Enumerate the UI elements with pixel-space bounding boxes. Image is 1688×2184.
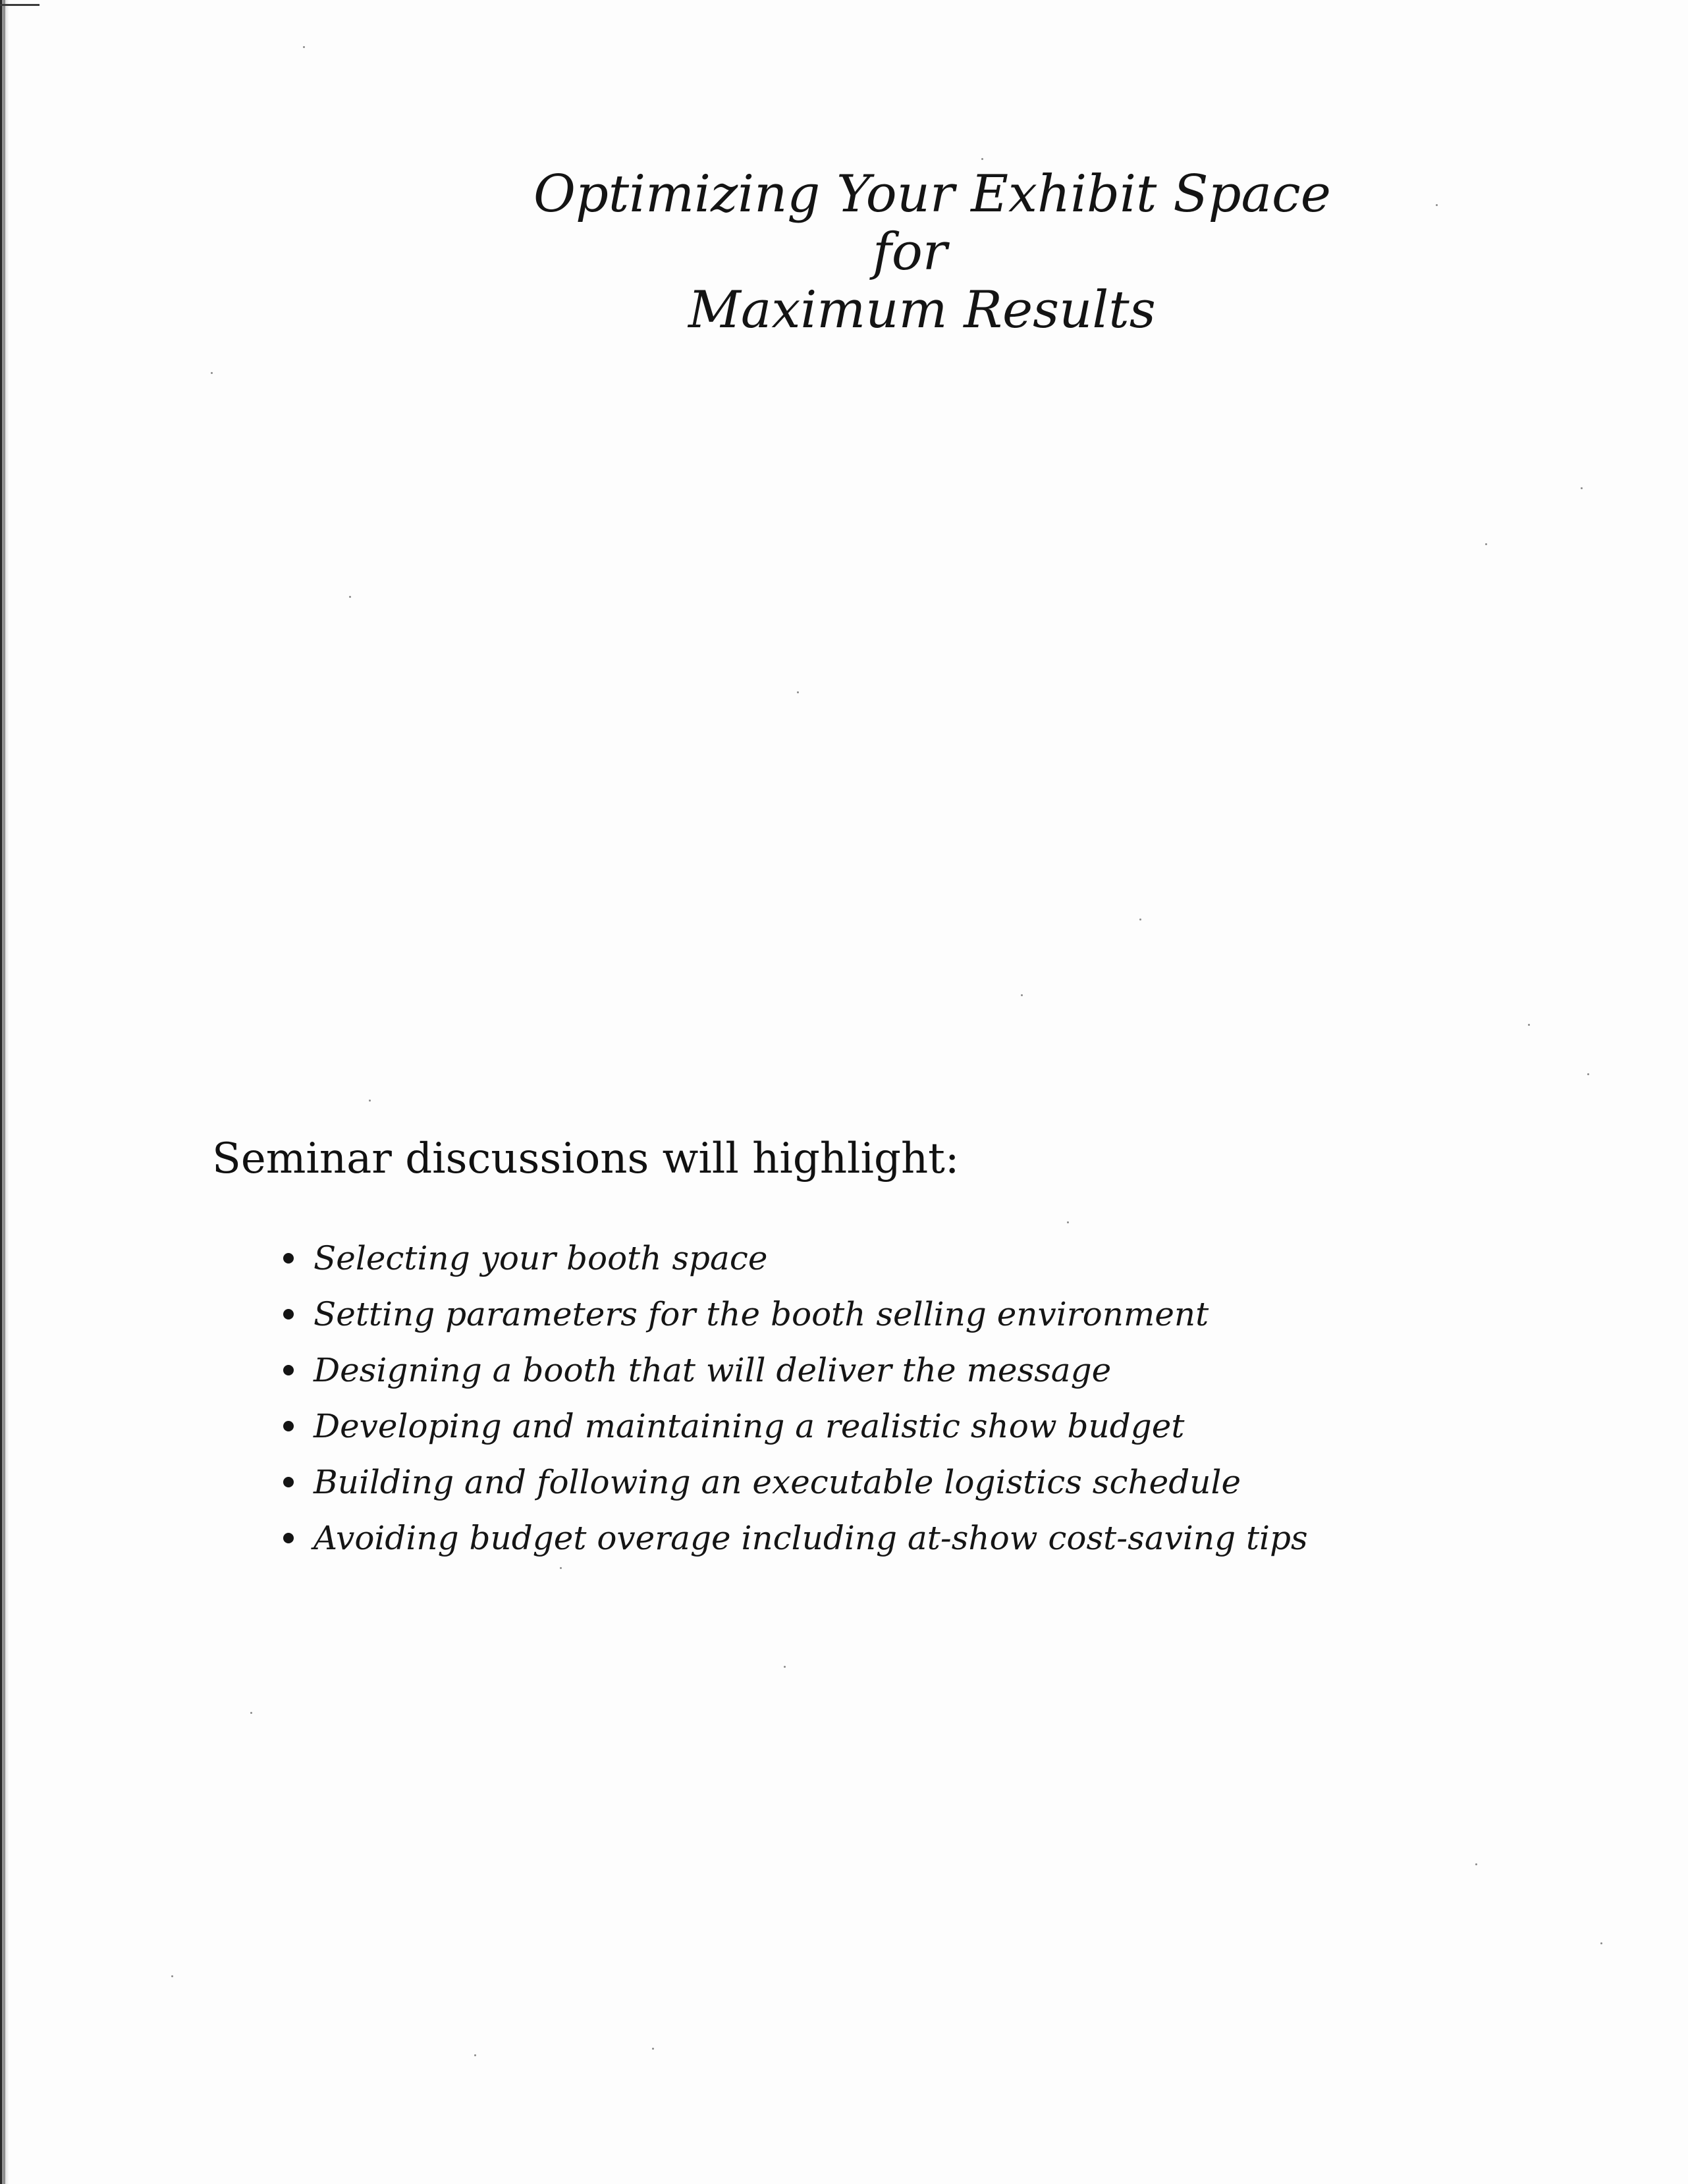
- scan-top-mark: [0, 4, 40, 6]
- bullet-icon: [283, 1253, 294, 1264]
- bullet-icon: [283, 1365, 294, 1375]
- bullet-icon: [283, 1309, 294, 1319]
- scan-speck: [1475, 1863, 1477, 1865]
- scan-speck: [1581, 487, 1583, 489]
- bullet-icon: [283, 1477, 294, 1487]
- title-line-3: Maximum Results: [688, 280, 1156, 340]
- scan-speck: [1528, 1024, 1530, 1026]
- bullet-text: Avoiding budget overage including at-show cost-saving tips: [313, 1518, 1308, 1557]
- scan-speck: [560, 1567, 562, 1569]
- bullet-item: [283, 1454, 1308, 1510]
- scan-speck: [1600, 1942, 1602, 1944]
- title-line-2: for: [873, 223, 948, 282]
- scan-speck: [474, 2054, 476, 2056]
- title-line-1: Optimizing Your Exhibit Space: [533, 165, 1331, 224]
- scan-speck: [1067, 1221, 1069, 1223]
- scan-speck: [303, 46, 305, 48]
- bullet-text: Setting parameters for the booth selling environment: [313, 1294, 1209, 1333]
- scan-speck: [349, 596, 351, 598]
- bullet-text: Developing and maintaining a realistic show budget: [313, 1406, 1185, 1445]
- bullet-text: Building and following an executable logistics schedule: [313, 1462, 1241, 1501]
- section-heading: Seminar discussions will highlight:: [212, 1134, 960, 1183]
- scan-speck: [784, 1666, 786, 1668]
- scan-speck: [250, 1712, 252, 1714]
- scan-speck: [211, 372, 213, 374]
- bullet-item: [283, 1230, 1308, 1286]
- scan-speck: [171, 1975, 173, 1977]
- scan-speck: [1021, 994, 1023, 996]
- scan-speck: [369, 1100, 371, 1102]
- bullet-item: [283, 1398, 1308, 1454]
- bullet-text: Designing a booth that will deliver the message: [313, 1350, 1112, 1389]
- bullet-icon: [283, 1533, 294, 1543]
- bullet-icon: [283, 1421, 294, 1431]
- scan-speck: [981, 158, 983, 160]
- bullet-text: Selecting your booth space: [313, 1238, 768, 1277]
- bullet-item: [283, 1510, 1308, 1566]
- bullet-list: [283, 1230, 1308, 1566]
- scan-speck: [1485, 543, 1487, 545]
- scan-speck: [652, 2048, 654, 2050]
- scan-speck: [1436, 204, 1438, 206]
- scan-speck: [1139, 919, 1141, 920]
- bullet-item: [283, 1286, 1308, 1342]
- scan-speck: [797, 691, 799, 693]
- bullet-item: [283, 1342, 1308, 1398]
- scan-left-edge: [0, 0, 9, 2184]
- scan-speck: [1587, 1073, 1589, 1075]
